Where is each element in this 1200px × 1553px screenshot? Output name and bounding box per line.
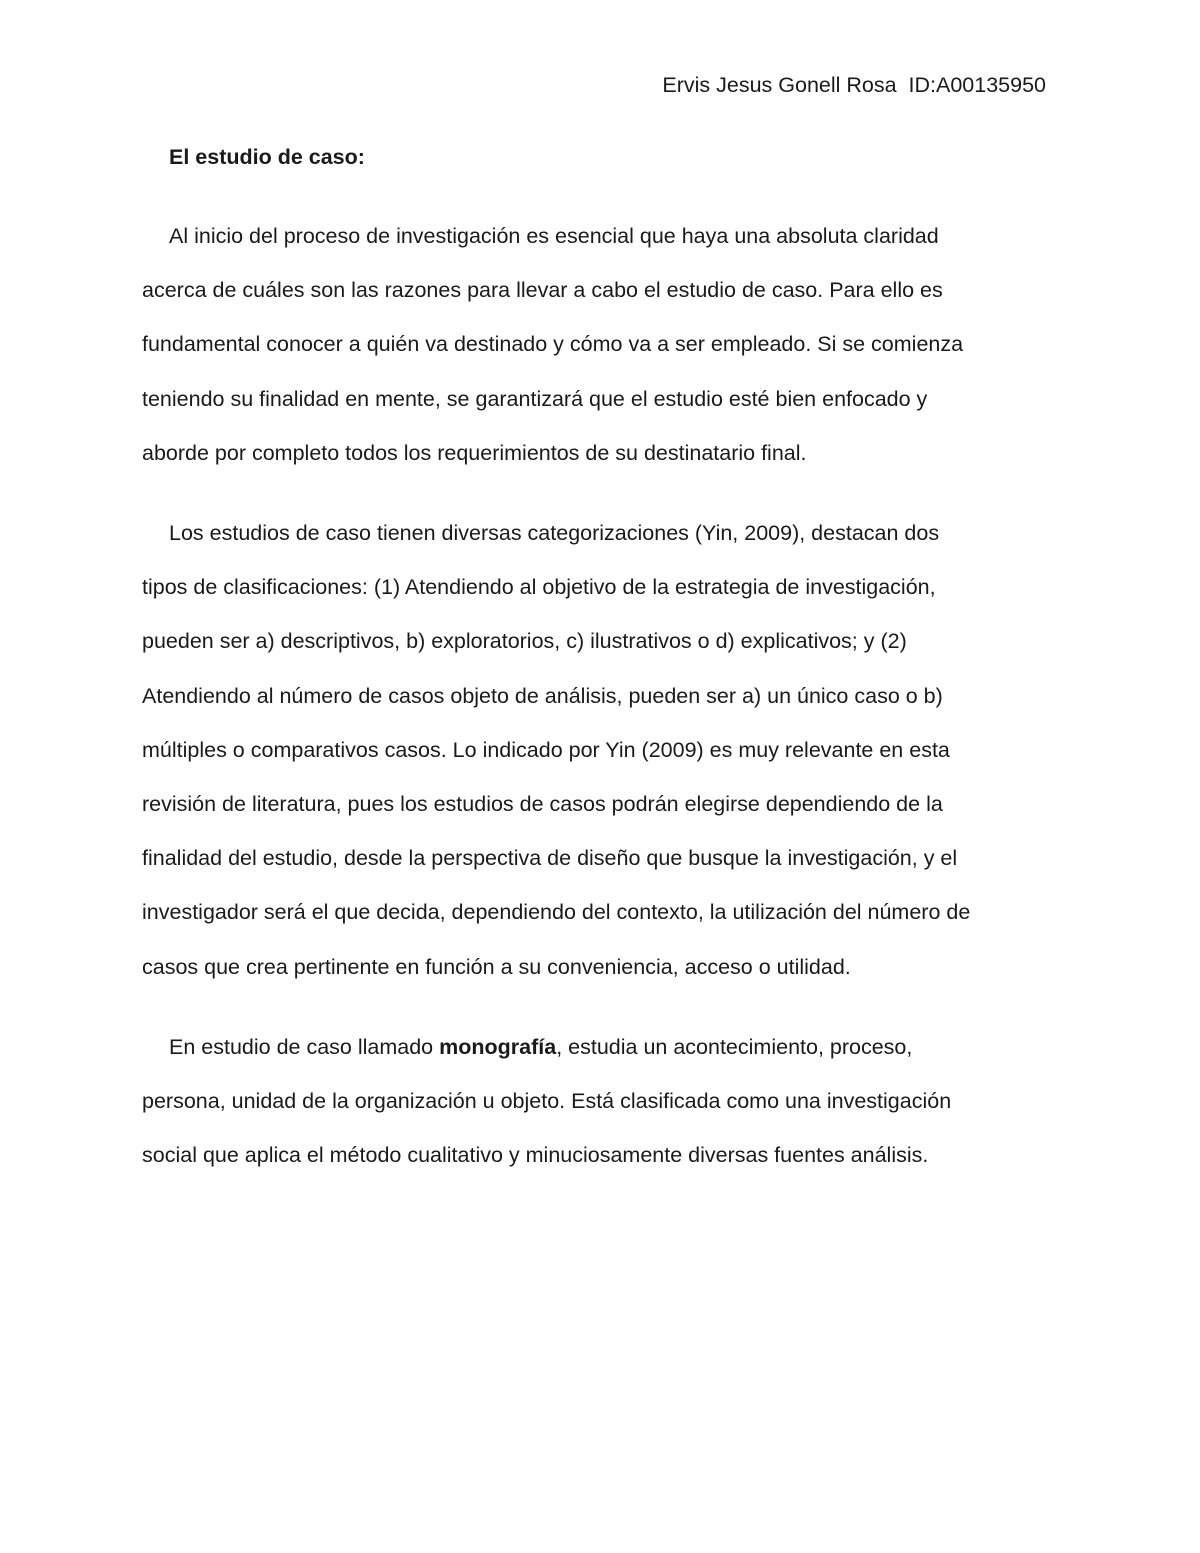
paragraph-line: investigador será el que decida, dependiendo del contexto, la utilización del número de <box>142 900 971 925</box>
paragraph-first-line <box>142 1020 1052 1074</box>
author-id-header: Ervis Jesus Gonell Rosa ID:A00135950 <box>662 73 1046 97</box>
paragraph-line: persona, unidad de la organización u objeto. Está clasificada como una investigación <box>142 1089 952 1114</box>
paragraph-1 <box>142 209 1052 480</box>
paragraph-line: revisión de literatura, pues los estudios de casos podrán elegirse dependiendo de la <box>142 792 943 817</box>
paragraph-line: social que aplica el método cualitativo y minuciosamente diversas fuentes análisis. <box>142 1143 929 1168</box>
paragraph-line: tipos de clasificaciones: (1) Atendiendo al objetivo de la estrategia de investigación, <box>142 575 936 600</box>
text-run: , estudia un acontecimiento, proceso, <box>556 1034 913 1059</box>
paragraph-line: múltiples o comparativos casos. Lo indicado por Yin (2009) es muy relevante en esta <box>142 737 950 762</box>
paragraph-line: fundamental conocer a quién va destinado y cómo va a ser empleado. Si se comienza <box>142 332 964 357</box>
paragraph-3 <box>142 1020 1052 1183</box>
paragraph-line: teniendo su finalidad en mente, se garantizará que el estudio esté bien enfocado y <box>142 386 928 411</box>
paragraph-line: Los estudios de caso tienen diversas categorizaciones (Yin, 2009), destacan dos <box>169 521 940 546</box>
bold-term: monografía <box>439 1034 557 1059</box>
paragraph-2 <box>142 506 1052 994</box>
paragraph-line: Atendiendo al número de casos objeto de análisis, pueden ser a) un único caso o b) <box>142 683 943 708</box>
paragraph-line: casos que crea pertinente en función a su conveniencia, acceso o utilidad. <box>142 954 851 979</box>
section-title: El estudio de caso: <box>169 145 365 169</box>
paragraph-line: finalidad del estudio, desde la perspectiva de diseño que busque la investigación, y el <box>142 846 958 871</box>
text-run: En estudio de caso llamado <box>169 1034 440 1059</box>
paragraph-line: Al inicio del proceso de investigación es esencial que haya una absoluta claridad <box>169 224 939 248</box>
paragraph-line: aborde por completo todos los requerimientos de su destinatario final. <box>142 440 807 465</box>
paragraph-line: pueden ser a) descriptivos, b) exploratorios, c) ilustrativos o d) explicativos; y (2) <box>142 629 907 654</box>
document-body <box>142 209 1052 1182</box>
paragraph-line: acerca de cuáles son las razones para llevar a cabo el estudio de caso. Para ello es <box>142 278 943 303</box>
